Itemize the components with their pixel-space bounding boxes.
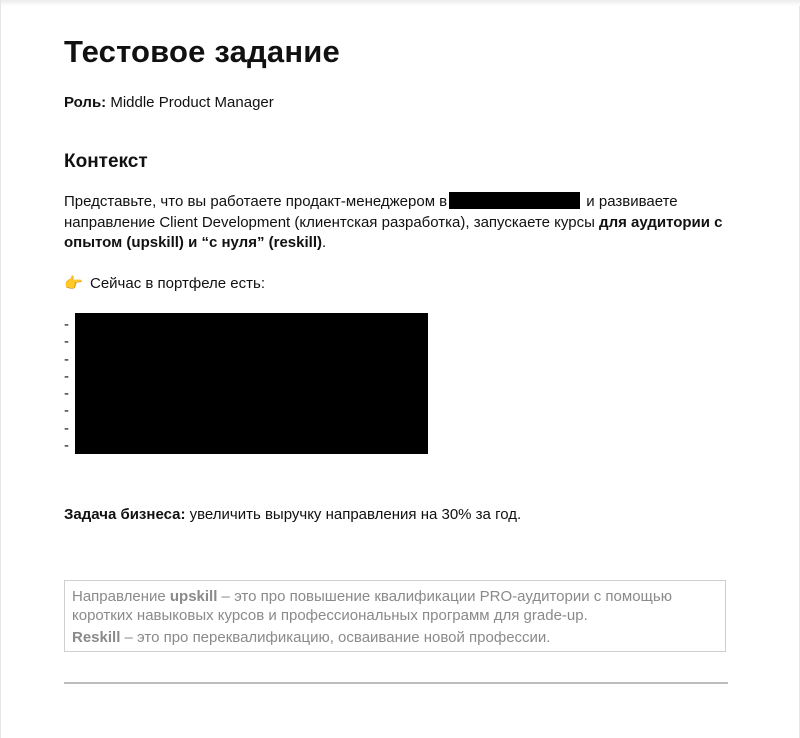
list-item: - bbox=[64, 367, 69, 385]
context-heading: Контекст bbox=[64, 151, 148, 172]
task-label: Задача бизнеса: bbox=[64, 506, 186, 523]
page-title: Тестовое задание bbox=[64, 34, 340, 69]
context-paragraph bbox=[64, 192, 724, 254]
redacted-company bbox=[449, 192, 580, 209]
context-text-bold: для аудитории с опытом (upskill) и “с нуля” (reskill) bbox=[64, 213, 723, 251]
role-value: Middle Product Manager bbox=[106, 94, 274, 111]
list-item: - bbox=[64, 402, 69, 420]
note-line1-post: – это про повышение квалификации PRO-аудитории с помощью коротких навыковых курсов и профессиональных программ для grade-up. bbox=[72, 588, 672, 624]
top-shadow bbox=[1, 0, 800, 6]
note-reskill bbox=[72, 628, 718, 647]
context-text-1: Представьте, что вы работаете продакт-менеджером в bbox=[64, 193, 448, 210]
list-item: - bbox=[64, 385, 69, 403]
note-line2-post: – это про переквалификацию, осваивание новой профессии. bbox=[120, 629, 551, 646]
list-item: - bbox=[64, 333, 69, 351]
pointing-hand-icon: 👉 bbox=[64, 275, 83, 292]
role-line bbox=[64, 94, 274, 111]
portfolio-line bbox=[64, 274, 265, 292]
list-item: - bbox=[64, 419, 69, 437]
portfolio-label: Сейчас в портфеле есть: bbox=[90, 274, 266, 292]
portfolio-list bbox=[64, 316, 69, 454]
task-value: увеличить выручку направления на 30% за год. bbox=[185, 506, 522, 523]
note-line1-bold: upskill bbox=[169, 588, 218, 605]
list-item: - bbox=[64, 350, 69, 368]
note-line2-bold: Reskill bbox=[72, 629, 121, 646]
horizontal-divider bbox=[64, 682, 728, 684]
list-item: - bbox=[64, 316, 69, 333]
note-upskill bbox=[72, 587, 718, 625]
note-line1-pre: Направление bbox=[72, 588, 170, 605]
context-text-2: и развиваете направление Client Development (клиентская разработка), запускаете курсы bbox=[64, 193, 678, 231]
context-text-end: . bbox=[322, 234, 327, 251]
business-task-line bbox=[64, 506, 521, 523]
list-item: - bbox=[64, 437, 69, 455]
redacted-portfolio-block bbox=[75, 313, 428, 454]
definition-note-box bbox=[64, 580, 726, 652]
role-label: Роль: bbox=[64, 94, 107, 111]
